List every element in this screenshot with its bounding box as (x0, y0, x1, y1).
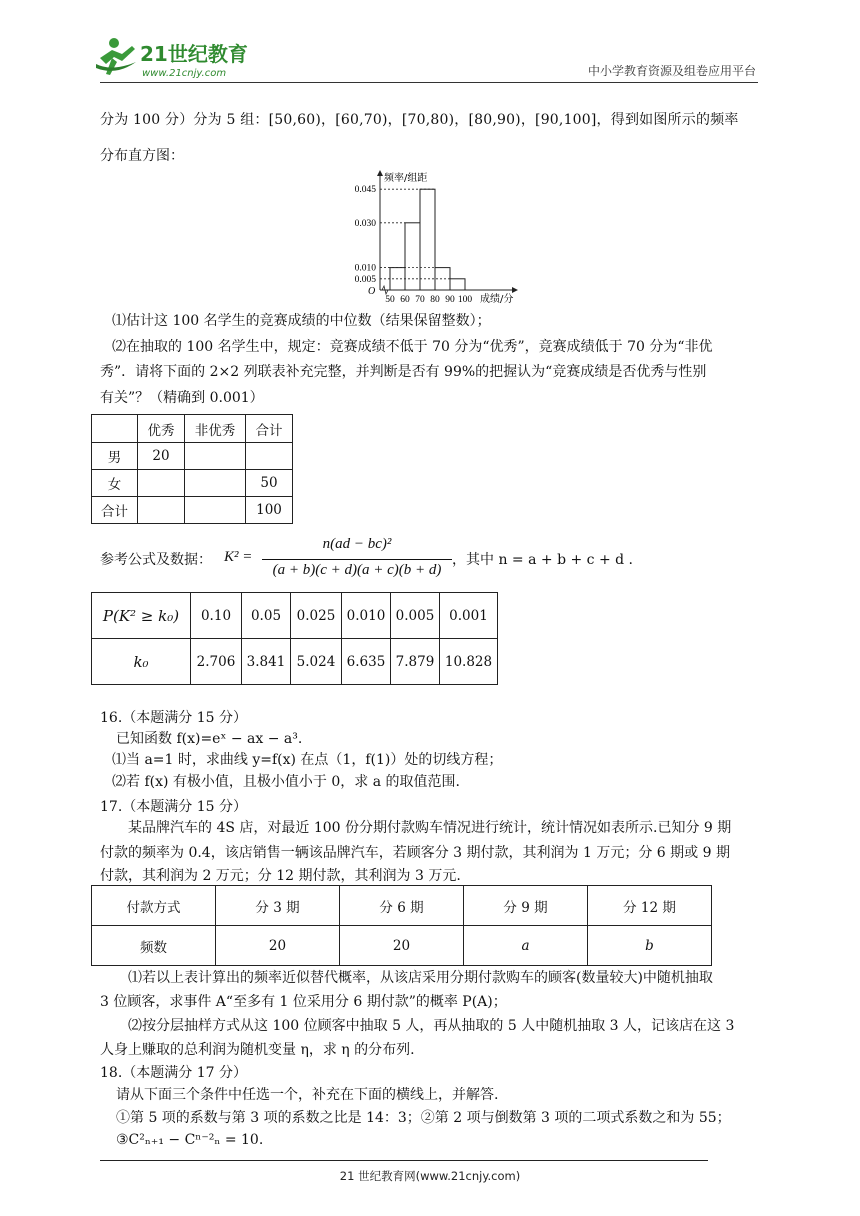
pt-header-cell: 分 3 期 (216, 886, 340, 926)
ct-cell (185, 497, 246, 524)
x-axis-arrow (512, 287, 518, 293)
q18-line1: 请从下面三个条件中任选一个，补充在下面的横线上，并解答. (116, 1087, 499, 1103)
logo-url: www.21cnjy.com (142, 68, 227, 79)
kt-row2-label: k₀ (92, 639, 191, 685)
x-tick-label: 60 (400, 295, 410, 305)
ct-cell: 合计 (92, 497, 138, 524)
ct-header-cell: 优秀 (138, 415, 185, 443)
ct-cell (185, 470, 246, 497)
ct-cell (138, 497, 185, 524)
y-tick-label: 0.045 (354, 185, 376, 196)
q17-line1: 某品牌汽车的 4S 店，对最近 100 份分期付款购车情况进行统计，统计情况如表所示.已知分 9 期 (128, 820, 732, 836)
q17-title: 17.（本题满分 15 分） (100, 799, 247, 815)
formula-lhs: K² = (224, 549, 253, 565)
y-axis-arrow (377, 170, 383, 176)
pt-header-cell: 分 12 期 (588, 886, 712, 926)
kt-cell: 0.010 (342, 593, 391, 639)
x-tick-label: 50 (385, 295, 395, 305)
kt-cell: 2.706 (191, 639, 242, 685)
y-tick-label: 0.030 (354, 218, 376, 229)
kt-cell: 6.635 (342, 639, 391, 685)
q15-sub2-line2: 秀”．请将下面的 2×2 列联表补充完整，并判断是否有 99%的把握认为“竞赛成绩是否优秀与性别 (100, 364, 707, 380)
header-platform-text: 中小学教育资源及组卷应用平台 (587, 64, 756, 78)
site-logo (92, 34, 257, 80)
y-tick-label: 0.005 (354, 274, 376, 285)
pt-cell: a (464, 926, 588, 966)
q15-sub2-line1: ⑵在抽取的 100 名学生中，规定：竞赛成绩不低于 70 分为“优秀”，竞赛成绩低于 70 分为“非优 (112, 339, 713, 355)
x-tick-label: 80 (430, 295, 440, 305)
formula-denominator: (a + b)(c + d)(a + c)(b + d) (272, 562, 442, 578)
contingency-table (91, 414, 293, 524)
pt-cell: b (588, 926, 712, 966)
q15-sub2-line3: 有关”？（精确到 0.001） (100, 390, 264, 406)
kt-cell: 0.05 (242, 593, 291, 639)
ct-header-cell: 非优秀 (185, 415, 246, 443)
kt-cell: 10.828 (440, 639, 498, 685)
kt-cell: 0.005 (391, 593, 440, 639)
origin-label: O (368, 286, 376, 297)
ct-cell: 50 (246, 470, 293, 497)
q17-sub2-line1: ⑵按分层抽样方式从这 100 位顾客中抽取 5 人，再从抽取的 5 人中随机抽取 3 人，记该店在这 3 (128, 1018, 735, 1034)
formula-suffix: ，其中 n = a + b + c + d . (452, 552, 634, 568)
histogram-bar (420, 189, 435, 290)
pt-cell: 频数 (92, 926, 216, 966)
pt-cell: 20 (216, 926, 340, 966)
ct-header-cell: 合计 (246, 415, 293, 443)
y-axis-label: 频率/组距 (384, 173, 428, 184)
pt-header-cell: 付款方式 (92, 886, 216, 926)
histogram-bar (450, 279, 465, 290)
q17-line3: 付款，其利润为 2 万元；分 12 期付款，其利润为 3 万元. (100, 868, 461, 884)
x-tick-label: 100 (457, 295, 473, 305)
footer-divider (100, 1160, 708, 1161)
pt-cell: 20 (340, 926, 464, 966)
pt-header-cell: 分 6 期 (340, 886, 464, 926)
ct-cell (246, 443, 293, 470)
formula-prefix: 参考公式及数据： (100, 552, 212, 568)
ct-cell (138, 470, 185, 497)
q17-sub1-line1: ⑴若以上表计算出的频率近似替代概率，从该店采用分期付款购车的顾客(数量较大)中随机抽取 (128, 970, 713, 986)
kt-cell: 7.879 (391, 639, 440, 685)
frequency-histogram (340, 170, 520, 305)
ct-cell: 20 (138, 443, 185, 470)
ct-cell (185, 443, 246, 470)
intro-line-2: 分布直方图： (100, 148, 184, 164)
ct-cell: 女 (92, 470, 138, 497)
critical-value-table (91, 592, 498, 685)
kt-cell: 3.841 (242, 639, 291, 685)
formula-fraction-bar (262, 559, 452, 560)
q18-line2: ①第 5 项的系数与第 3 项的系数之比是 14：3；②第 2 项与倒数第 3 项的二项式系数之和为 55； (116, 1110, 731, 1126)
x-tick-label: 70 (415, 295, 425, 305)
pt-header-cell: 分 9 期 (464, 886, 588, 926)
q16-line2: ⑴当 a=1 时，求曲线 y=f(x) 在点（1，f(1)）处的切线方程； (112, 752, 503, 768)
x-axis-label: 成绩/分 (480, 294, 514, 305)
kt-cell: 5.024 (291, 639, 342, 685)
q16-title: 16.（本题满分 15 分） (100, 710, 247, 726)
x-tick-label: 90 (445, 295, 455, 305)
payment-table (91, 885, 712, 966)
ct-cell: 男 (92, 443, 138, 470)
q17-sub2-line2: 人身上赚取的总利润为随机变量 η，求 η 的分布列. (100, 1042, 415, 1058)
q17-sub1-line2: 3 位顾客，求事件 A“至多有 1 位采用分 6 期付款”的概率 P(A)； (100, 994, 507, 1010)
q15-sub1: ⑴估计这 100 名学生的竞赛成绩的中位数（结果保留整数）； (112, 313, 491, 329)
y-tick-label: 0.010 (354, 263, 376, 274)
histogram-bar (405, 223, 420, 290)
q18-line3: ③C²ₙ₊₁ − Cⁿ⁻²ₙ = 10. (116, 1132, 264, 1148)
q16-line3: ⑵若 f(x) 有极小值，且极小值小于 0，求 a 的取值范围. (112, 774, 460, 790)
kt-cell: 0.10 (191, 593, 242, 639)
formula-numerator: n(ad − bc)² (322, 536, 392, 552)
ct-cell: 100 (246, 497, 293, 524)
q16-line1: 已知函数 f(x)=eˣ − ax − a³. (116, 731, 303, 747)
intro-line-1: 分为 100 分）分为 5 组：[50,60)，[60,70)，[70,80)，[80,90)，[90,100]，得到如图所示的频率 (100, 112, 739, 128)
header-divider (100, 82, 758, 83)
kt-cell: 0.001 (440, 593, 498, 639)
logo-text: 21世纪教育 (140, 42, 248, 66)
footer-text: 21 世纪教育网(www.21cnjy.com) (339, 1169, 521, 1183)
kt-row1-label: P(K² ≥ k₀) (92, 593, 191, 639)
q18-title: 18.（本题满分 17 分） (100, 1065, 247, 1081)
q17-line2: 付款的频率为 0.4，该店销售一辆该品牌汽车，若顾客分 3 期付款，其利润为 1 万元；分 6 期或 9 期 (100, 845, 730, 861)
ct-header-cell (92, 415, 138, 443)
kt-cell: 0.025 (291, 593, 342, 639)
